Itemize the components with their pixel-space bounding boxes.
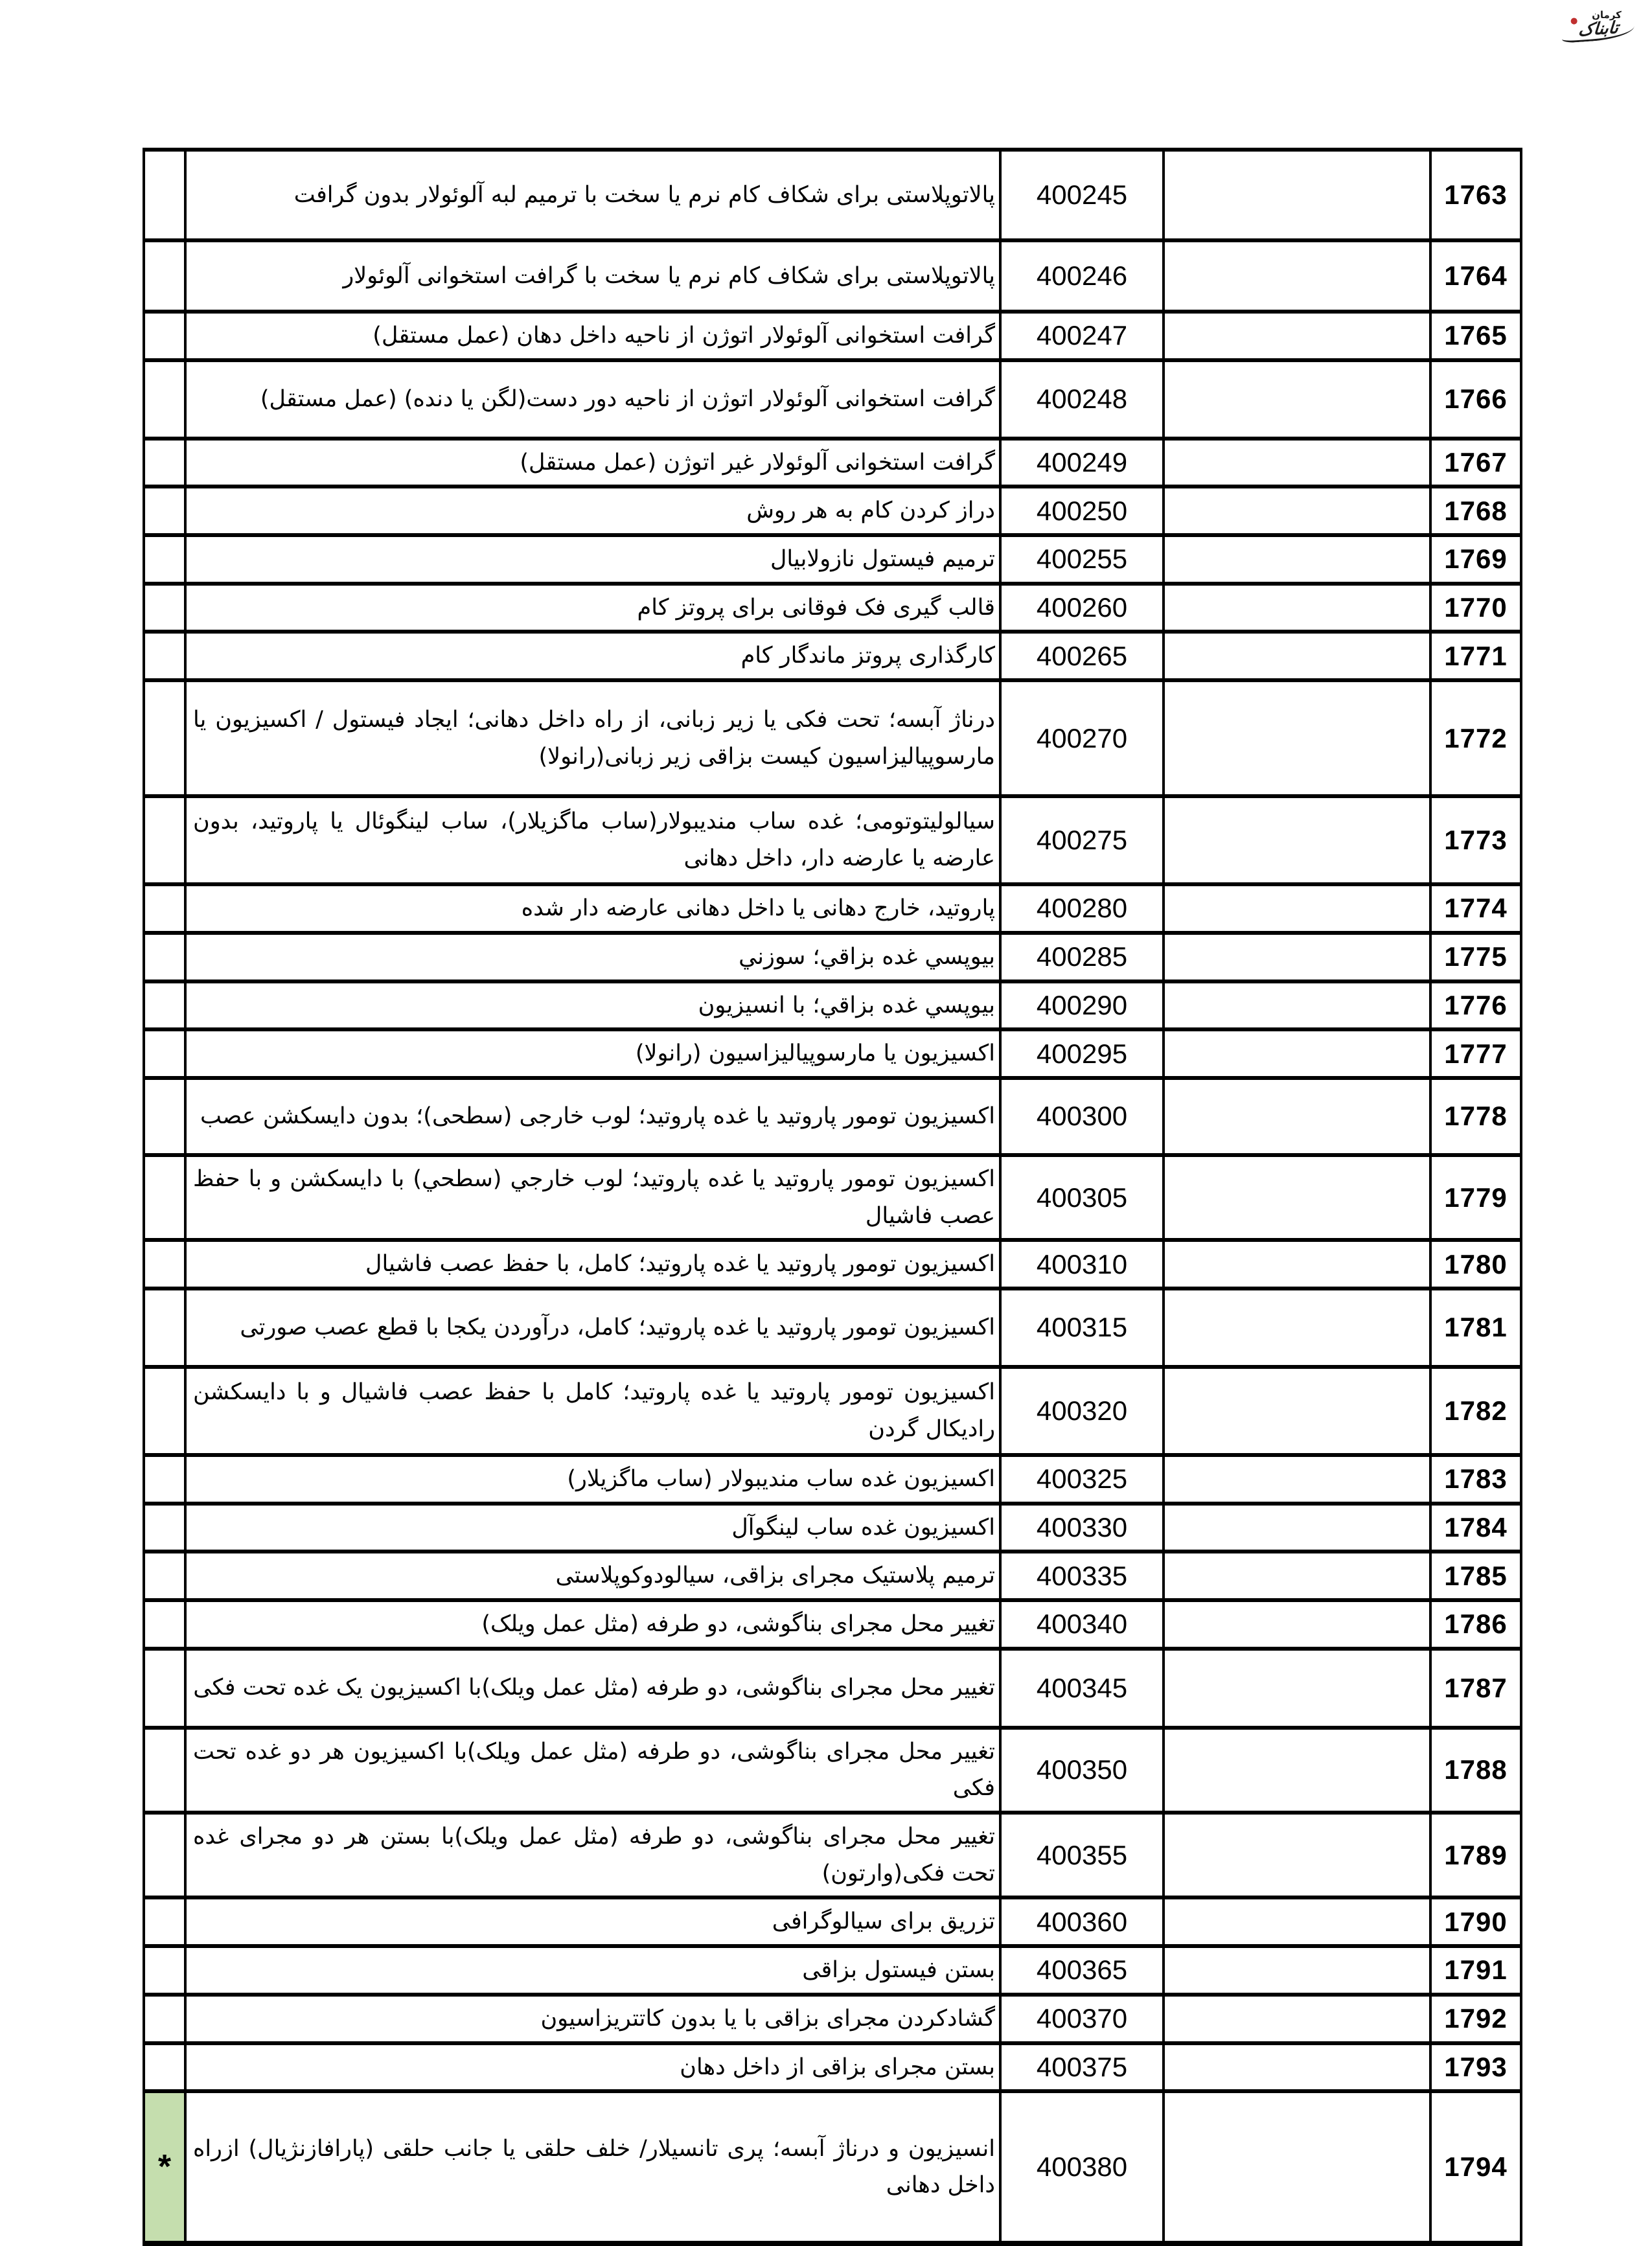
code-cell: 400345	[1000, 1649, 1164, 1728]
row-number-cell: 1788	[1430, 1728, 1521, 1813]
star-cell	[144, 1367, 185, 1455]
empty-cell	[1164, 1078, 1430, 1155]
row-number-cell: 1792	[1430, 1995, 1521, 2043]
empty-cell	[1164, 1946, 1430, 1995]
code-cell: 400330	[1000, 1504, 1164, 1552]
row-number-cell: 1763	[1430, 150, 1521, 240]
star-cell	[144, 1078, 185, 1155]
row-number-cell: 1774	[1430, 884, 1521, 933]
empty-cell	[1164, 1995, 1430, 2043]
description-cell: پالاتوپلاستی برای شکاف کام نرم یا سخت با ترمیم لبه آلوئولار بدون گرافت	[185, 150, 1000, 240]
table-row	[144, 1455, 1521, 1504]
row-number-cell: 1793	[1430, 2043, 1521, 2092]
table-row	[144, 1552, 1521, 1600]
code-cell: 400335	[1000, 1552, 1164, 1600]
table-row	[144, 1029, 1521, 1078]
code-cell: 400355	[1000, 1813, 1164, 1897]
description-cell: درناژ آبسه؛ تحت فکی یا زیر زبانی، از راه داخل دهانی؛ ایجاد فیستول / اکسیزیون یا مارسوپیالیزاسیون کیست بزاقی زیر زبانی(رانولا)	[185, 680, 1000, 796]
description-cell: اکسیزیون غده ساب لینگوآل	[185, 1504, 1000, 1552]
empty-cell	[1164, 150, 1430, 240]
row-number-cell: 1769	[1430, 535, 1521, 584]
table-row	[144, 1504, 1521, 1552]
row-number-cell: 1784	[1430, 1504, 1521, 1552]
logo-accent-dot: ●	[1570, 16, 1578, 26]
table-row	[144, 1078, 1521, 1155]
code-cell: 400295	[1000, 1029, 1164, 1078]
table-row	[144, 1155, 1521, 1240]
table-row	[144, 632, 1521, 680]
description-cell: اکسیزیون تومور پاروتید یا غده پاروتید؛ لوب خارجي (سطحي) با دایسکشن و با حفظ عصب فاشیال	[185, 1155, 1000, 1240]
table-row	[144, 535, 1521, 584]
code-cell: 400370	[1000, 1995, 1164, 2043]
description-cell: اکسیزیون تومور پاروتید یا غده پاروتید؛ کامل، درآوردن یکجا با قطع عصب صورتی	[185, 1289, 1000, 1367]
table-row	[144, 2091, 1521, 2243]
code-cell: 400255	[1000, 535, 1164, 584]
description-cell: گشادکردن مجرای بزاقی با یا بدون کاتتریزاسیون	[185, 1995, 1000, 2043]
empty-cell	[1164, 1897, 1430, 1946]
row-number-cell: 1789	[1430, 1813, 1521, 1897]
row-number-cell: 1772	[1430, 680, 1521, 796]
description-cell: سیالولیتوتومی؛ غده ساب مندیبولار(ساب ماگزیلار)، ساب لینگوئال یا پاروتید، بدون عارضه یا عارضه دار، داخل دهانی	[185, 796, 1000, 884]
code-cell: 400247	[1000, 312, 1164, 360]
empty-cell	[1164, 1552, 1430, 1600]
table-row	[144, 360, 1521, 439]
code-cell: 400285	[1000, 933, 1164, 981]
code-cell: 400310	[1000, 1240, 1164, 1289]
table-row	[144, 439, 1521, 487]
star-cell	[144, 796, 185, 884]
star-cell	[144, 933, 185, 981]
row-number-cell: 1766	[1430, 360, 1521, 439]
table-row	[144, 1649, 1521, 1728]
code-cell: 400248	[1000, 360, 1164, 439]
code-cell: 400305	[1000, 1155, 1164, 1240]
row-number-cell: 1768	[1430, 487, 1521, 535]
star-cell	[144, 584, 185, 632]
table-body	[144, 150, 1521, 2243]
row-number-cell: 1783	[1430, 1455, 1521, 1504]
empty-cell	[1164, 535, 1430, 584]
description-cell: کارگذاری پروتز ماندگار کام	[185, 632, 1000, 680]
empty-cell	[1164, 2043, 1430, 2092]
star-cell	[144, 1813, 185, 1897]
description-cell: تغییر محل مجرای بناگوشی، دو طرفه (مثل عمل ویلک)	[185, 1600, 1000, 1649]
row-number-cell: 1787	[1430, 1649, 1521, 1728]
table-row	[144, 1240, 1521, 1289]
code-cell: 400265	[1000, 632, 1164, 680]
code-cell: 400350	[1000, 1728, 1164, 1813]
code-cell: 400315	[1000, 1289, 1164, 1367]
description-cell: اکسیزیون تومور پاروتید یا غده پاروتید؛ کامل با حفظ عصب فاشیال و با دایسکشن رادیکال گردن	[185, 1367, 1000, 1455]
description-cell: بیوپسي غده بزاقي؛ با انسیزیون	[185, 981, 1000, 1030]
star-cell	[144, 1552, 185, 1600]
row-number-cell: 1785	[1430, 1552, 1521, 1600]
empty-cell	[1164, 1029, 1430, 1078]
description-cell: اکسیزیون تومور پاروتید یا غده پاروتید؛ کامل، با حفظ عصب فاشیال	[185, 1240, 1000, 1289]
star-cell	[144, 1455, 185, 1504]
star-cell	[144, 312, 185, 360]
logo-subtitle: کرمان	[1592, 9, 1622, 21]
description-cell: گرافت استخوانی آلوئولار اتوژن از ناحیه داخل دهان (عمل مستقل)	[185, 312, 1000, 360]
description-cell: اکسیزیون یا مارسوپیالیزاسیون (رانولا)	[185, 1029, 1000, 1078]
empty-cell	[1164, 933, 1430, 981]
description-cell: تغییر محل مجرای بناگوشی، دو طرفه (مثل عمل ویلک)با بستن هر دو مجرای غده تحت فکی(وارتون)	[185, 1813, 1000, 1897]
description-cell: تزریق برای سیالوگرافی	[185, 1897, 1000, 1946]
table-row	[144, 1897, 1521, 1946]
code-cell: 400320	[1000, 1367, 1164, 1455]
empty-cell	[1164, 981, 1430, 1030]
code-cell: 400380	[1000, 2091, 1164, 2243]
empty-cell	[1164, 487, 1430, 535]
row-number-cell: 1782	[1430, 1367, 1521, 1455]
empty-cell	[1164, 1504, 1430, 1552]
description-cell: پالاتوپلاستی برای شکاف کام نرم یا سخت با گرافت استخوانی آلوئولار	[185, 240, 1000, 312]
table-row	[144, 1813, 1521, 1897]
row-number-cell: 1780	[1430, 1240, 1521, 1289]
star-cell	[144, 360, 185, 439]
row-number-cell: 1777	[1430, 1029, 1521, 1078]
empty-cell	[1164, 360, 1430, 439]
star-cell	[144, 1649, 185, 1728]
star-cell	[144, 1155, 185, 1240]
code-cell: 400375	[1000, 2043, 1164, 2092]
empty-cell	[1164, 1240, 1430, 1289]
code-cell: 400280	[1000, 884, 1164, 933]
description-cell: ترمیم پلاستیک مجرای بزاقی، سیالودوکوپلاستی	[185, 1552, 1000, 1600]
description-cell: اکسیزیون تومور پاروتید یا غده پاروتید؛ لوب خارجی (سطحی)؛ بدون دایسکشن عصب	[185, 1078, 1000, 1155]
star-cell	[144, 1240, 185, 1289]
star-cell	[144, 1995, 185, 2043]
table-row	[144, 150, 1521, 240]
code-cell: 400275	[1000, 796, 1164, 884]
description-cell: گرافت استخوانی آلوئولار اتوژن از ناحیه دور دست(لگن یا دنده) (عمل مستقل)	[185, 360, 1000, 439]
empty-cell	[1164, 439, 1430, 487]
empty-cell	[1164, 884, 1430, 933]
description-cell: دراز کردن کام به هر روش	[185, 487, 1000, 535]
empty-cell	[1164, 796, 1430, 884]
code-cell: 400300	[1000, 1078, 1164, 1155]
table-row	[144, 487, 1521, 535]
empty-cell	[1164, 312, 1430, 360]
row-number-cell: 1794	[1430, 2091, 1521, 2243]
empty-cell	[1164, 1155, 1430, 1240]
procedure-codes-table	[143, 148, 1522, 2246]
empty-cell	[1164, 240, 1430, 312]
table-row	[144, 240, 1521, 312]
table-row	[144, 1600, 1521, 1649]
table-row	[144, 1995, 1521, 2043]
star-cell	[144, 1600, 185, 1649]
row-number-cell: 1778	[1430, 1078, 1521, 1155]
row-number-cell: 1771	[1430, 632, 1521, 680]
description-cell: انسیزیون و درناژ آبسه؛ پری تانسیلار/ خلف حلقی یا جانب حلقی (پارافازنژیال) ازراه داخل دهانی	[185, 2091, 1000, 2243]
star-cell	[144, 1029, 185, 1078]
site-logo	[1563, 10, 1634, 41]
star-cell	[144, 2043, 185, 2092]
code-cell: 400325	[1000, 1455, 1164, 1504]
description-cell: تغییر محل مجرای بناگوشی، دو طرفه (مثل عمل ویلک)با اکسیزیون هر دو غده تحت فکی	[185, 1728, 1000, 1813]
code-cell: 400246	[1000, 240, 1164, 312]
table-row	[144, 933, 1521, 981]
row-number-cell: 1786	[1430, 1600, 1521, 1649]
star-cell	[144, 1897, 185, 1946]
star-cell	[144, 1946, 185, 1995]
star-cell	[144, 1728, 185, 1813]
star-cell	[144, 884, 185, 933]
description-cell: ترمیم فیستول نازولابیال	[185, 535, 1000, 584]
code-cell: 400290	[1000, 981, 1164, 1030]
row-number-cell: 1781	[1430, 1289, 1521, 1367]
row-number-cell: 1770	[1430, 584, 1521, 632]
description-cell: پاروتید، خارج دهانی یا داخل دهانی عارضه دار شده	[185, 884, 1000, 933]
empty-cell	[1164, 1289, 1430, 1367]
row-number-cell: 1764	[1430, 240, 1521, 312]
description-cell: قالب گیری فک فوقانی برای پروتز کام	[185, 584, 1000, 632]
table-row	[144, 796, 1521, 884]
table-row	[144, 1367, 1521, 1455]
description-cell: بستن فیستول بزاقی	[185, 1946, 1000, 1995]
row-number-cell: 1775	[1430, 933, 1521, 981]
star-cell: *	[144, 2091, 185, 2243]
table-row	[144, 584, 1521, 632]
star-cell	[144, 439, 185, 487]
table-row	[144, 884, 1521, 933]
empty-cell	[1164, 632, 1430, 680]
description-cell: اکسیزیون غده ساب مندیبولار (ساب ماگزیلار)	[185, 1455, 1000, 1504]
row-number-cell: 1791	[1430, 1946, 1521, 1995]
description-cell: تغییر محل مجرای بناگوشی، دو طرفه (مثل عمل ویلک)با اکسیزیون یک غده تحت فکی	[185, 1649, 1000, 1728]
table-row	[144, 2043, 1521, 2092]
table-row	[144, 1946, 1521, 1995]
code-cell: 400250	[1000, 487, 1164, 535]
row-number-cell: 1779	[1430, 1155, 1521, 1240]
logo-title: تابناک	[1561, 18, 1635, 43]
empty-cell	[1164, 584, 1430, 632]
empty-cell	[1164, 1367, 1430, 1455]
star-cell	[144, 535, 185, 584]
empty-cell	[1164, 680, 1430, 796]
row-number-cell: 1767	[1430, 439, 1521, 487]
code-cell: 400365	[1000, 1946, 1164, 1995]
empty-cell	[1164, 1649, 1430, 1728]
star-cell	[144, 150, 185, 240]
code-cell: 400249	[1000, 439, 1164, 487]
star-cell	[144, 487, 185, 535]
star-cell	[144, 680, 185, 796]
code-cell: 400270	[1000, 680, 1164, 796]
empty-cell	[1164, 1455, 1430, 1504]
star-cell	[144, 240, 185, 312]
description-cell: بستن مجرای بزاقی از داخل دهان	[185, 2043, 1000, 2092]
star-cell	[144, 632, 185, 680]
row-number-cell: 1790	[1430, 1897, 1521, 1946]
code-cell: 400340	[1000, 1600, 1164, 1649]
description-cell: بیوپسي غده بزاقي؛ سوزني	[185, 933, 1000, 981]
code-cell: 400360	[1000, 1897, 1164, 1946]
row-number-cell: 1765	[1430, 312, 1521, 360]
description-cell: گرافت استخوانی آلوئولار غیر اتوژن (عمل مستقل)	[185, 439, 1000, 487]
row-number-cell: 1773	[1430, 796, 1521, 884]
table-row	[144, 981, 1521, 1030]
table-row	[144, 680, 1521, 796]
row-number-cell: 1776	[1430, 981, 1521, 1030]
empty-cell	[1164, 1813, 1430, 1897]
star-cell	[144, 1504, 185, 1552]
code-cell: 400245	[1000, 150, 1164, 240]
empty-cell	[1164, 1728, 1430, 1813]
table-row	[144, 1728, 1521, 1813]
code-cell: 400260	[1000, 584, 1164, 632]
empty-cell	[1164, 1600, 1430, 1649]
star-cell	[144, 1289, 185, 1367]
star-cell	[144, 981, 185, 1030]
table-row	[144, 312, 1521, 360]
empty-cell	[1164, 2091, 1430, 2243]
table-row	[144, 1289, 1521, 1367]
